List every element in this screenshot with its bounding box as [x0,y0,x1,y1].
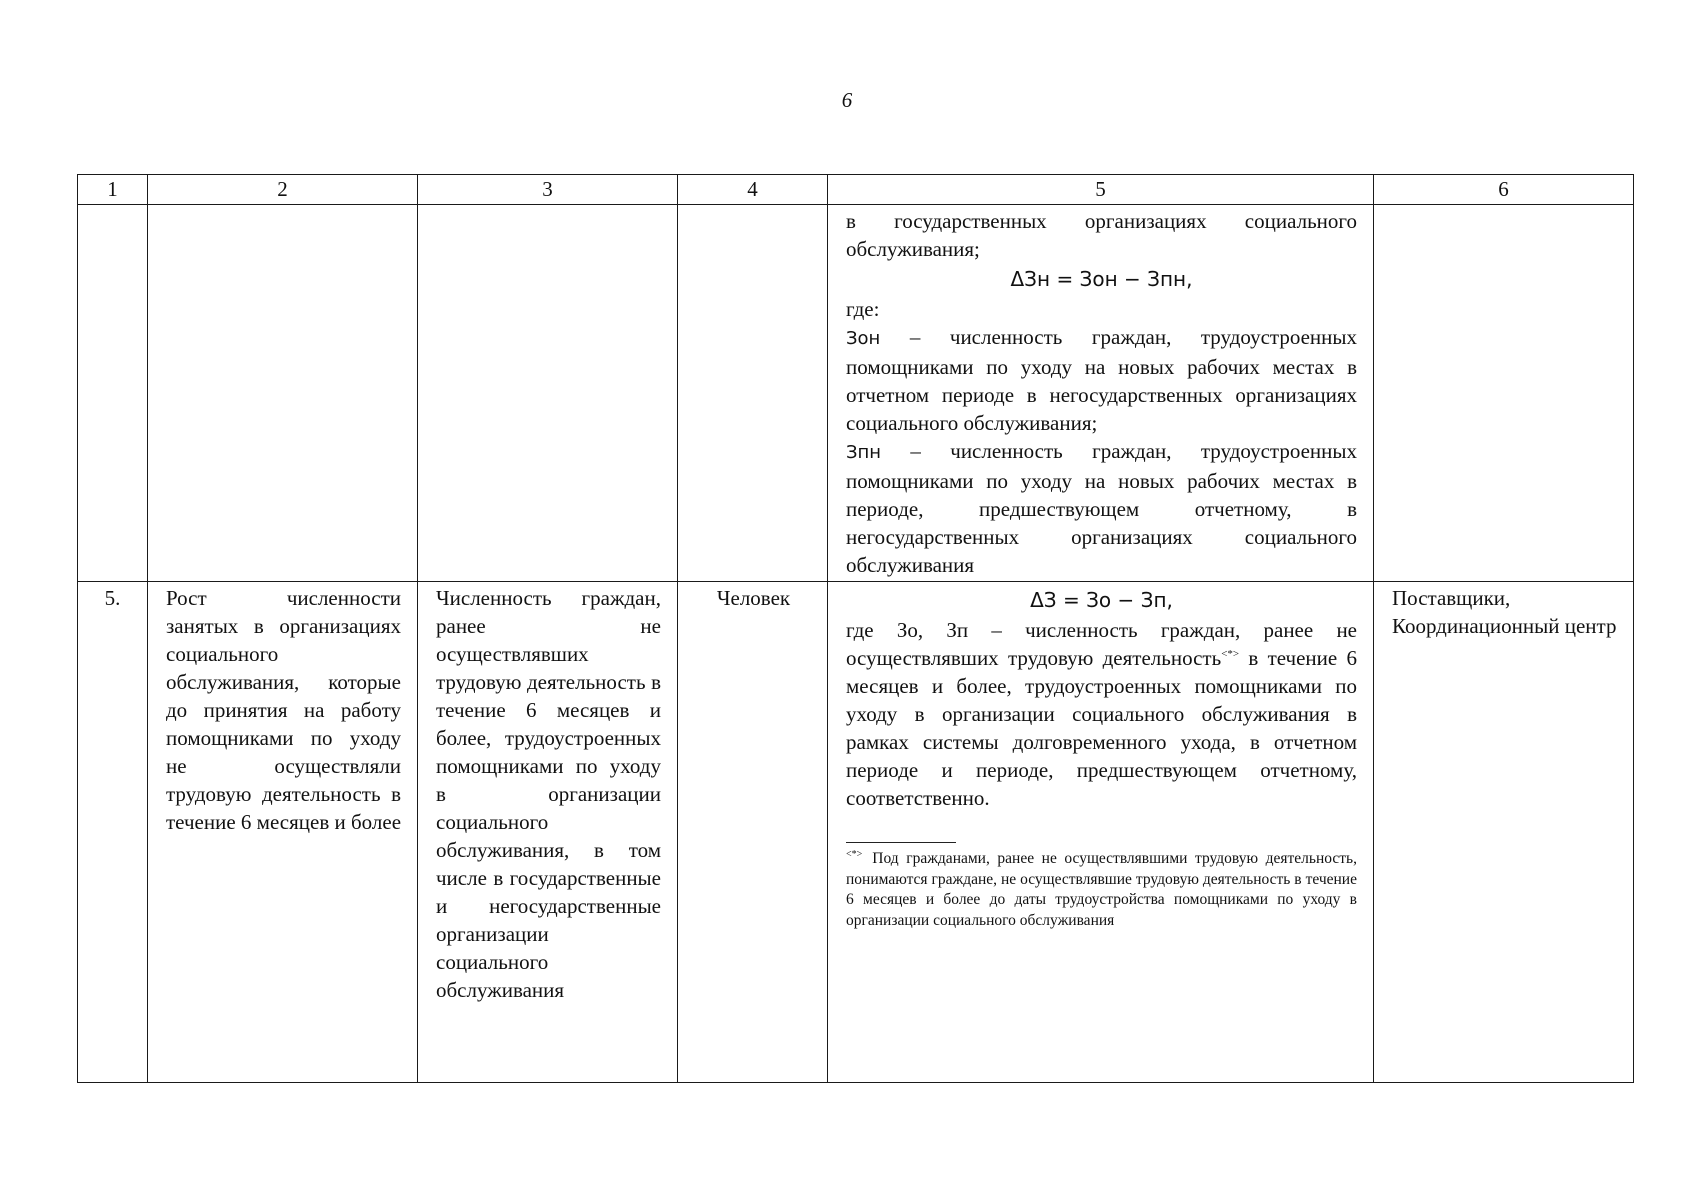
row2-explanation-start: где Зо, Зп – численность граждан, ранее не осуществлявших трудовую деятельность [846,618,1357,670]
unit-of-measure: Человек [716,586,791,610]
footnote-separator [846,842,956,843]
header-col-4: 4 [678,175,828,205]
row1-where-label: где: [846,297,880,321]
header-col-2: 2 [148,175,418,205]
page-number: 6 [841,88,853,112]
indicator-definition: Численность граждан, ранее не осуществлявших трудовую деятельность в течение 6 месяцев и более, трудоустроенных помощниками по уходу в организации социального обслуживания, в том числе в государственные и негосударственные организации социального обслуживания [436,586,661,1002]
row1-col6-cell [1374,205,1634,582]
header-col-6: 6 [1374,175,1634,205]
row2-explanation [846,616,1357,812]
row1-continuation-text: в государственных организациях социального обслуживания; [846,209,1357,261]
row2-col1-cell [78,582,148,1083]
row1-col5-cell [828,205,1374,582]
row2-col2-cell [148,582,418,1083]
header-col-1: 1 [78,175,148,205]
row1-col3-cell [418,205,678,582]
row2-explanation-end: в течение 6 месяцев и более, трудоустроенных помощниками по уходу в организации социального обслуживания в рамках системы долговременного ухода, в отчетном периоде и периоде, предшествующем отчетному, соответственно. [846,646,1357,810]
row1-definition-2 [846,437,1357,579]
row2-col4-cell [678,582,828,1083]
row1-def2-text: – численность граждан, трудоустроенных помощниками по уходу на новых рабочих местах в периоде, предшествующем отчетному, в негосударственных организациях социального обслуживания [846,439,1357,577]
row2-col3-cell [418,582,678,1083]
footnote-text: Под гражданами, ранее не осуществлявшими трудовую деятельность, понимаются граждане, не осуществлявшие трудовую деятельность в течение 6 месяцев и более до даты трудоустройства помощниками по уходу в организации социального обслуживания [846,850,1357,929]
header-col-3: 3 [418,175,678,205]
row2-col6-cell [1374,582,1634,1083]
footnote-reference: <*> [1221,648,1240,660]
row1-def1-symbol: Зон [846,328,881,349]
footnote [846,845,1357,931]
row1-col2-cell [148,205,418,582]
footnote-mark: <*> [846,849,863,860]
row2-formula: ΔЗ = Зо − Зп, [1030,588,1173,612]
table-row [78,582,1634,1083]
indicators-table [77,174,1634,1083]
table-row [78,205,1634,582]
row1-def2-symbol: Зпн [846,442,882,463]
row-number: 5. [104,586,121,610]
header-row [78,175,1634,205]
row1-formula: ΔЗн = Зон − Зпн, [1010,267,1193,291]
row1-col4-cell [678,205,828,582]
data-source: Поставщики, Координационный центр [1392,586,1617,638]
row1-col1-cell [78,205,148,582]
row1-definition-1 [846,323,1357,437]
indicator-name: Рост численности занятых в организациях социального обслуживания, которые до принятия на работу помощниками по уходу не осуществляли трудовую деятельность в течение 6 месяцев и более [166,586,402,834]
row2-col5-cell [828,582,1374,1083]
row1-def1-text: – численность граждан, трудоустроенных помощниками по уходу на новых рабочих местах в отчетном периоде в негосударственных организациях социального обслуживания; [846,325,1357,435]
header-col-5: 5 [828,175,1374,205]
